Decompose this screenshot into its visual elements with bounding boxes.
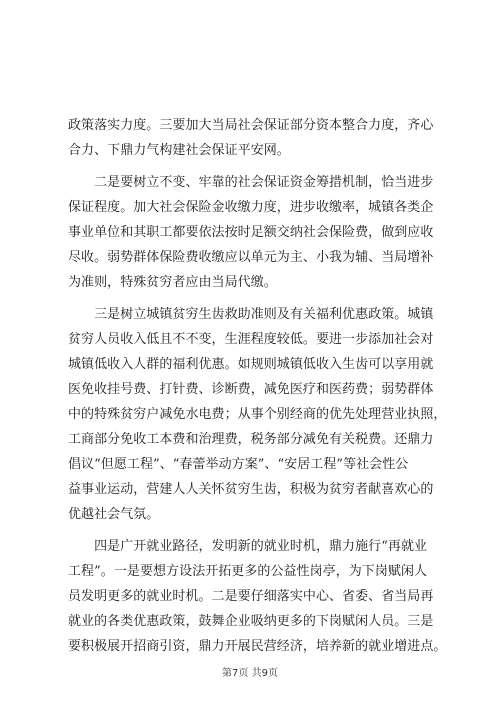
page-number-footer: 第7页 共9页 <box>222 668 278 679</box>
paragraph <box>68 170 440 295</box>
paragraph <box>68 302 447 527</box>
text-line: 四是广开就业路径，发明新的就业时机，鼎力施行“再就业 <box>68 539 428 554</box>
text-line: 优越社会气氛。 <box>68 507 160 522</box>
text-line: 就业的各类优惠政策，鼓舞企业吸纳更多的下岗赋闲人员。三是 <box>68 614 434 629</box>
text-line: 城镇低收入人群的福利优惠。如规则城镇低收入生齿可以享用就 <box>68 357 434 372</box>
text-line: 工商部分免收工本费和治理费，税务部分减免有关税费。还鼎力 <box>68 432 434 447</box>
text-line: 保证程度。加大社会保险金收缴力度，进步收缴率，城镇各类企 <box>68 200 434 215</box>
text-line: 要积极展开招商引资，鼎力开展民营经济，培养新的就业增进点。 <box>68 639 447 654</box>
paragraph <box>68 534 447 659</box>
text-line: 合力、下鼎力气构建社会保证平安网。 <box>68 143 290 158</box>
text-line: 益事业运动，营建人人关怀贫穷生齿，积极为贫穷者献喜欢心的 <box>68 482 434 497</box>
text-line: 员发明更多的就业时机。二是要仔细落实中心、省委、省当局再 <box>68 589 434 604</box>
text-line: 贫穷人员收入低且不不变，生涯程度较低。要进一步添加社会对 <box>68 332 434 347</box>
text-line: 为准则，特殊贫穷者应由当局代缴。 <box>68 275 277 290</box>
text-line: 倡议“但愿工程”、“春蕾举动方案”、“安居工程”等社会性公 <box>68 457 409 472</box>
paragraph <box>68 113 440 163</box>
text-line: 中的特殊贫穷户减免水电费；从事个别经商的优先处理营业执照， <box>68 407 447 422</box>
text-line: 医免收挂号费、打针费、诊断费，减免医疗和医药费；弱势群体 <box>68 382 434 397</box>
text-line: 事业单位和其职工都要依法按时足额交纳社会保险费，做到应收 <box>68 225 434 240</box>
text-line: 二是要树立不变、牢靠的社会保证资金筹措机制，恰当进步 <box>68 175 434 190</box>
text-line: 尽收。弱势群体保险费收缴应以单元为主、小我为辅、当局增补 <box>68 250 434 265</box>
text-line: 三是树立城镇贫穷生齿救助准则及有关福利优惠政策。城镇 <box>68 307 434 322</box>
text-line: 工程”。一是要想方设法开拓更多的公益性岗亭，为下岗赋闲人 <box>68 564 428 579</box>
text-line: 政策落实力度。三要加大当局社会保证部分资本整合力度，齐心 <box>68 118 434 133</box>
body-text <box>68 113 447 659</box>
